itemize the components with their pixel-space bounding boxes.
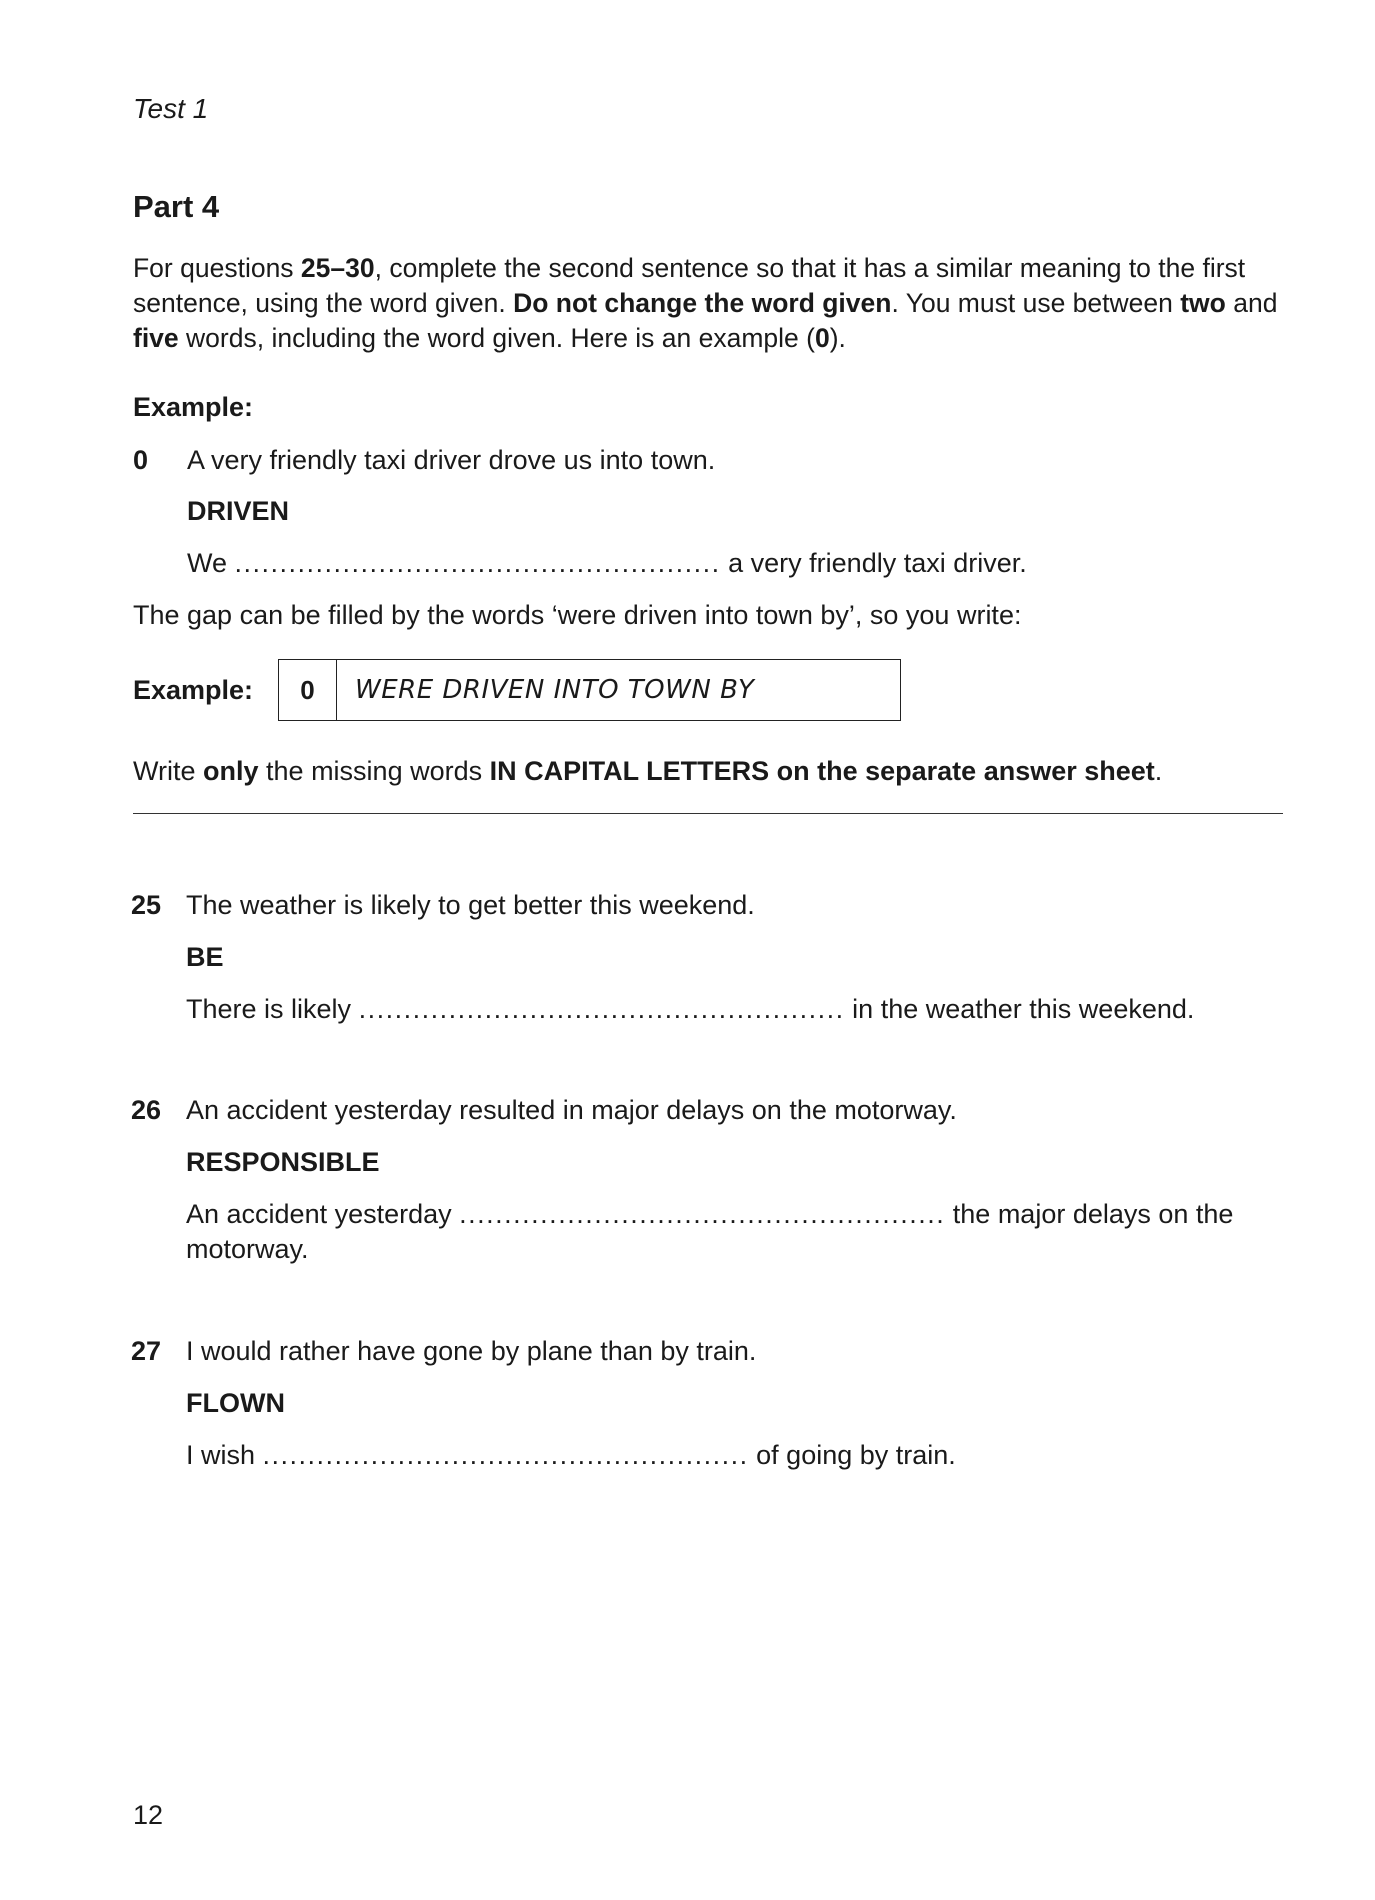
example-sentence: A very friendly taxi driver drove us into town. (187, 445, 716, 475)
question-27-gap-line: I wish ...................................................... of going by train. (186, 1440, 956, 1470)
write-instruction: Write only the missing words IN CAPITAL LETTERS on the separate answer sheet. (133, 756, 1163, 786)
question-27-keyword: FLOWN (186, 1388, 285, 1418)
instructions-paragraph: For questions 25–30, complete the second sentence so that it has a similar meaning to the first sentence, using the word given. Do not change the word given. You must use between two and five words, including the word given. Here is an example (0). (133, 253, 1278, 353)
question-26-sentence: An accident yesterday resulted in major delays on the motorway. (186, 1095, 957, 1125)
question-26-gap-dots: ...................................................... (459, 1199, 946, 1229)
page-number: 12 (133, 1800, 164, 1830)
question-27-number: 27 (131, 1336, 162, 1366)
example-answer-box (278, 659, 901, 721)
question-25-number: 25 (131, 890, 162, 920)
answer-box-text: WERE DRIVEN INTO TOWN BY (355, 675, 755, 705)
question-25-gap-dots: ...................................................... (358, 994, 845, 1024)
question-25-keyword: BE (186, 942, 224, 972)
example-gap-dots: ...................................................... (234, 548, 721, 578)
question-27-gap-dots: ...................................................... (262, 1440, 749, 1470)
question-26-keyword: RESPONSIBLE (186, 1147, 380, 1177)
answer-box-label: Example: (133, 675, 254, 705)
example-keyword: DRIVEN (187, 496, 290, 526)
example-explanation: The gap can be filled by the words ‘were driven into town by’, so you write: (133, 600, 1022, 630)
part-title: Part 4 (133, 189, 220, 224)
question-26-gap-line: An accident yesterday ...................................................... the major delays on the (186, 1199, 1234, 1229)
question-26-continuation: motorway. (186, 1234, 309, 1264)
answer-box-number: 0 (279, 660, 337, 720)
example-gap-line: We ...................................................... a very friendly taxi driver. (187, 548, 1027, 578)
example-heading: Example: (133, 392, 254, 422)
running-head: Test 1 (133, 93, 209, 124)
question-27-sentence: I would rather have gone by plane than by train. (186, 1336, 757, 1366)
question-26-number: 26 (131, 1095, 162, 1125)
section-divider (133, 813, 1283, 814)
example-number: 0 (133, 445, 149, 475)
question-25-sentence: The weather is likely to get better this weekend. (186, 890, 755, 920)
question-25-gap-line: There is likely ...................................................... in the weather this weekend. (186, 994, 1195, 1024)
